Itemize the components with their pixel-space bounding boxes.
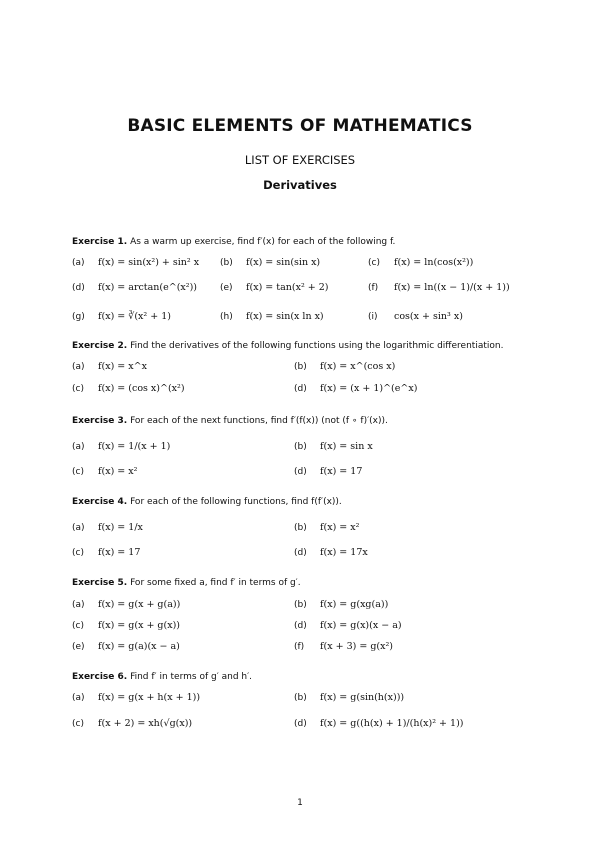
exercise-5-label: Exercise 5.: [72, 578, 128, 588]
exercise-5-item-b: (b) f(x) = g(xg(a)): [294, 599, 389, 610]
exercise-1-item-g: (g) f(x) = ∛(x² + 1): [72, 311, 171, 322]
page-title: BASIC ELEMENTS OF MATHEMATICS: [127, 116, 473, 136]
exercise-5-item-e: (e) f(x) = g(a)(x − a): [72, 641, 180, 652]
page-number: 1: [297, 798, 303, 808]
exercise-3-item-d: (d) f(x) = 17: [294, 466, 363, 477]
exercise-1-item-f: (f) f(x) = ln((x − 1)/(x + 1)): [368, 282, 510, 293]
exercise-2-prompt: [72, 341, 503, 351]
exercise-5-item-d: (d) f(x) = g(x)(x − a): [294, 620, 402, 631]
exercise-1-item-e: (e) f(x) = tan(x² + 2): [220, 282, 329, 293]
exercise-1-label: Exercise 1.: [72, 237, 128, 247]
exercise-4-item-b: (b) f(x) = x²: [294, 522, 360, 533]
exercise-1-item-c: (c) f(x) = ln(cos(x²)): [368, 257, 474, 268]
exercise-1-text: As a warm up exercise, find f′(x) for each of the following f.: [130, 237, 396, 247]
exercise-1-item-d: (d) f(x) = arctan(e^(x²)): [72, 282, 197, 293]
exercise-5-text: For some fixed a, find f′ in terms of g′.: [130, 578, 301, 588]
exercise-5-item-a: (a) f(x) = g(x + g(a)): [72, 599, 181, 610]
exercise-5-prompt: [72, 578, 301, 588]
page-subtitle: LIST OF EXERCISES: [244, 153, 356, 167]
section-heading: Derivatives: [263, 178, 337, 192]
exercise-2-label: Exercise 2.: [72, 341, 128, 351]
exercise-6-item-c: (c) f(x + 2) = xh(√g(x)): [72, 718, 193, 729]
exercise-2-item-a: (a) f(x) = x^x: [72, 361, 147, 372]
exercise-6-item-b: (b) f(x) = g(sin(h(x))): [294, 692, 405, 703]
exercise-1-item-h: (h) f(x) = sin(x ln x): [220, 311, 324, 322]
exercise-5-item-c: (c) f(x) = g(x + g(x)): [72, 620, 180, 631]
exercise-3-prompt: [72, 416, 388, 426]
exercise-1-item-b: (b) f(x) = sin(sin x): [220, 257, 321, 268]
exercise-4-prompt: [72, 497, 342, 507]
exercise-3-item-a: (a) f(x) = 1/(x + 1): [72, 441, 171, 452]
exercise-4-label: Exercise 4.: [72, 497, 128, 507]
exercise-3-item-c: (c) f(x) = x²: [72, 466, 138, 477]
exercise-4-text: For each of the following functions, find f(f′(x)).: [130, 497, 342, 507]
exercise-3-item-b: (b) f(x) = sin x: [294, 441, 373, 452]
exercise-1-prompt: [72, 237, 395, 247]
exercise-3-text: For each of the next functions, find f′(f(x)) (not (f ∘ f)′(x)).: [130, 416, 388, 426]
exercise-6-item-a: (a) f(x) = g(x + h(x + 1)): [72, 692, 201, 703]
exercise-6-prompt: [72, 672, 252, 682]
exercise-2-item-b: (b) f(x) = x^(cos x): [294, 361, 396, 372]
exercise-1-item-i: (i) cos(x + sin³ x): [368, 311, 463, 322]
exercise-6-text: Find f′ in terms of g′ and h′.: [130, 672, 252, 682]
exercise-2-item-c: (c) f(x) = (cos x)^(x²): [72, 383, 185, 394]
exercise-4-item-a: (a) f(x) = 1/x: [72, 522, 143, 533]
exercise-4-item-c: (c) f(x) = 17: [72, 547, 141, 558]
exercise-1-item-a: (a) f(x) = sin(x²) + sin² x: [72, 257, 200, 268]
exercise-3-label: Exercise 3.: [72, 416, 128, 426]
exercise-4-item-d: (d) f(x) = 17x: [294, 547, 368, 558]
exercise-6-label: Exercise 6.: [72, 672, 128, 682]
exercise-2-item-d: (d) f(x) = (x + 1)^(e^x): [294, 383, 418, 394]
exercise-6-item-d: (d) f(x) = g((h(x) + 1)/(h(x)² + 1)): [294, 718, 464, 729]
exercise-5-item-f: (f) f(x + 3) = g(x²): [294, 641, 393, 652]
exercise-2-text: Find the derivatives of the following functions using the logarithmic differentiation.: [130, 341, 504, 351]
